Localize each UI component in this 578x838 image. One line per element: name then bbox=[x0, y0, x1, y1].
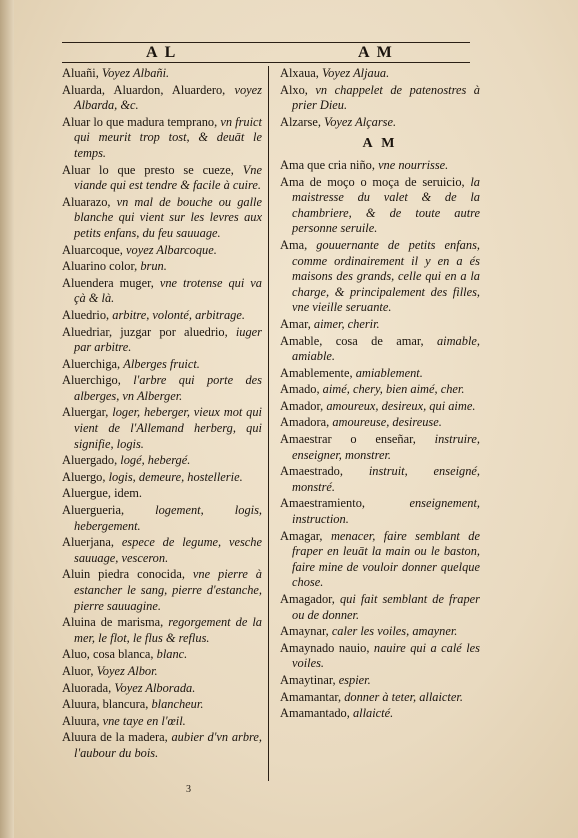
dictionary-entry bbox=[280, 415, 480, 431]
entry-headword: Amaestrado, bbox=[280, 464, 369, 479]
entry-headword: Amaynar, bbox=[280, 624, 332, 639]
entry-definition: vn fruict qui meurit trop tost, & deuāt le temps. bbox=[74, 114, 262, 160]
entry-headword: Aluarcoque, bbox=[62, 242, 126, 257]
dictionary-entry bbox=[280, 673, 480, 689]
entry-headword: Amado, bbox=[280, 382, 323, 397]
entry-definition: aimable, amiable. bbox=[292, 333, 480, 364]
dictionary-entry bbox=[62, 195, 262, 242]
entry-definition: amoureux, desireux, qui aime. bbox=[326, 398, 476, 413]
dictionary-entry bbox=[280, 238, 480, 316]
dictionary-entry bbox=[280, 66, 480, 82]
dictionary-entry bbox=[280, 115, 480, 131]
entry-definition: nauire qui a calé les voiles. bbox=[292, 640, 480, 671]
entry-headword: Aluor, bbox=[62, 663, 97, 678]
entry-headword: Aluendera muger, bbox=[62, 275, 160, 290]
dictionary-entry bbox=[62, 115, 262, 162]
dictionary-entry bbox=[62, 163, 262, 194]
dictionary-entry bbox=[62, 647, 262, 663]
entry-definition: regorgement de la mer, le flot, le flus & reflus. bbox=[74, 615, 262, 645]
entry-definition: vne nourrisse. bbox=[378, 157, 449, 172]
entry-headword: Aluañi, bbox=[62, 66, 102, 80]
right-column bbox=[280, 66, 480, 723]
entry-headword: Aluergado, bbox=[62, 453, 121, 468]
entry-definition: caler les voiles, amayner. bbox=[331, 624, 458, 639]
header-rule-bottom bbox=[62, 62, 470, 63]
entry-headword: Alxaua, bbox=[280, 66, 322, 80]
entry-headword: Ama que cria niño, bbox=[280, 157, 379, 172]
dictionary-entry bbox=[62, 405, 262, 452]
entry-definition: arbitre, volonté, arbitrage. bbox=[112, 307, 245, 322]
dictionary-entry bbox=[62, 503, 262, 534]
entry-headword: Aluedrio, bbox=[62, 307, 113, 322]
entry-definition: enseignement, instruction. bbox=[292, 496, 480, 527]
entry-definition: aimé, chery, bien aimé, cher. bbox=[322, 382, 465, 397]
entry-definition: logé, hebergé. bbox=[120, 453, 191, 468]
dictionary-entry bbox=[280, 158, 480, 174]
entry-headword: Amablemente, bbox=[280, 365, 356, 380]
entry-headword: Aluin piedra conocida, bbox=[62, 567, 193, 582]
entry-definition: instruire, enseigner, monstrer. bbox=[292, 432, 480, 462]
entry-definition: la maistresse du valet & de la chambriere, & de toute autre personne seruile. bbox=[292, 174, 480, 236]
dictionary-entry bbox=[280, 399, 480, 415]
entry-headword: Aluerjana, bbox=[62, 535, 122, 550]
entry-headword: Aluura, blancura, bbox=[62, 697, 152, 712]
entry-headword: Ama de moço o moça de seruicio, bbox=[280, 174, 471, 189]
dictionary-entry bbox=[62, 730, 262, 761]
entry-headword: Aluerchiga, bbox=[62, 356, 124, 371]
entry-definition: amiablement. bbox=[355, 365, 423, 380]
entry-definition: instruit, enseigné, monstré. bbox=[292, 464, 481, 494]
entry-definition: blancheur. bbox=[151, 697, 204, 712]
dictionary-entry bbox=[280, 366, 480, 382]
entry-headword: Aluura de la madera, bbox=[62, 730, 172, 745]
entry-headword: Amaestramiento, bbox=[280, 496, 410, 511]
entry-definition: loger, heberger, vieux mot qui vient de l'Allemand herberg, qui signifie, logis. bbox=[74, 405, 262, 451]
dictionary-entry bbox=[62, 453, 262, 469]
header-rule-top bbox=[62, 42, 470, 43]
dictionary-entry bbox=[62, 83, 262, 114]
entry-headword: Aluarino color, bbox=[62, 259, 141, 274]
entry-definition: aubier d'vn arbre, l'aubour du bois. bbox=[74, 730, 262, 760]
dictionary-entry bbox=[280, 592, 480, 623]
dictionary-entry bbox=[62, 308, 262, 324]
dictionary-entry bbox=[280, 334, 480, 365]
entry-definition: vne trotense qui va çà & là. bbox=[74, 275, 262, 306]
entry-definition: Alberges fruict. bbox=[123, 356, 200, 371]
entry-definition: voyez Albarcoque. bbox=[126, 242, 217, 257]
entry-definition: Voyez Albañi. bbox=[101, 66, 170, 80]
entry-headword: Aluarda, Aluardon, Aluardero, bbox=[62, 82, 235, 97]
entry-headword: Amamantar, bbox=[280, 689, 345, 704]
dictionary-entry bbox=[280, 690, 480, 706]
dictionary-entry bbox=[62, 276, 262, 307]
entry-headword: Amagador, bbox=[280, 592, 340, 606]
entry-definition: Voyez Albor. bbox=[96, 663, 158, 678]
dictionary-entry bbox=[62, 66, 262, 82]
header-right-letters: A M bbox=[358, 44, 394, 61]
binding-shadow bbox=[0, 0, 14, 838]
entry-headword: Amaestrar o enseñar, bbox=[280, 432, 435, 447]
entry-definition: Vne viande qui est tendre & facile à cuire. bbox=[74, 162, 262, 193]
dictionary-entry bbox=[280, 83, 480, 114]
dictionary-entry bbox=[280, 706, 480, 722]
dictionary-entry bbox=[280, 641, 480, 672]
dictionary-entry bbox=[280, 175, 480, 237]
dictionary-entry bbox=[62, 535, 262, 566]
entry-headword: Aluorada, bbox=[62, 680, 115, 695]
dictionary-entry bbox=[62, 697, 262, 713]
entry-definition: amoureuse, desireuse. bbox=[332, 415, 442, 430]
entry-definition: vn mal de bouche ou galle blanche qui vient sur les levres aux petits enfans, du feu sauuage. bbox=[74, 194, 262, 240]
entry-definition: blanc. bbox=[156, 647, 188, 662]
entry-definition: vne taye en l'œil. bbox=[102, 713, 186, 728]
entry-headword: Amaytinar, bbox=[280, 672, 339, 687]
entry-definition: espece de legume, vesche sauuage, vesceron. bbox=[74, 535, 262, 565]
header-left-letters: A L bbox=[146, 44, 178, 61]
entry-headword: Aluarazo, bbox=[62, 194, 117, 209]
entry-headword: Aluergar, bbox=[62, 405, 113, 420]
dictionary-entry bbox=[62, 325, 262, 356]
entry-definition: Voyez Alçarse. bbox=[324, 114, 397, 129]
entry-headword: Amamantado, bbox=[280, 706, 353, 721]
entry-headword: Aluergo, bbox=[62, 469, 109, 484]
entry-headword: Aluerchigo, bbox=[62, 373, 134, 388]
page-signature: 3 bbox=[186, 784, 191, 795]
entry-headword: Amadora, bbox=[280, 415, 333, 430]
entry-definition: l'arbre qui porte des alberges, vn Alberger. bbox=[74, 373, 263, 403]
entry-headword: Aluo, cosa blanca, bbox=[62, 647, 157, 662]
entry-definition: Voyez Alborada. bbox=[114, 680, 196, 695]
right-top-entries bbox=[280, 66, 480, 130]
entry-definition: Voyez Aljaua. bbox=[321, 66, 390, 80]
entry-headword: Amable, cosa de amar, bbox=[280, 333, 437, 348]
section-heading: A M bbox=[362, 136, 398, 152]
entry-headword: Aluar lo que madura temprano, bbox=[62, 114, 221, 129]
entry-definition: espier. bbox=[338, 672, 371, 687]
entry-headword: Aluura, bbox=[62, 713, 103, 728]
entry-headword: Aluergueria, bbox=[62, 503, 156, 518]
dictionary-entry bbox=[62, 681, 262, 697]
dictionary-entry bbox=[62, 567, 262, 614]
dictionary-entry bbox=[62, 243, 262, 259]
dictionary-entry bbox=[62, 714, 262, 730]
dictionary-entry bbox=[280, 382, 480, 398]
entry-definition: aimer, cherir. bbox=[313, 316, 380, 331]
entry-definition: qui fait semblant de fraper ou de donner. bbox=[292, 592, 480, 622]
entry-headword: Aluedriar, juzgar por aluedrio, bbox=[62, 324, 236, 339]
column-divider bbox=[268, 66, 269, 781]
entry-headword: Amagar, bbox=[280, 528, 331, 543]
entry-headword: Aluergue, idem. bbox=[62, 486, 142, 501]
right-main-entries bbox=[280, 158, 480, 722]
entry-headword: Ama, bbox=[280, 237, 317, 252]
entry-headword: Alxo, bbox=[280, 82, 316, 97]
dictionary-entry bbox=[280, 317, 480, 333]
entry-headword: Aluina de marisma, bbox=[62, 615, 169, 630]
entry-definition: vne pierre à estancher le sang, pierre d'estanche, pierre sauuagine. bbox=[74, 567, 262, 613]
entry-definition: gouuernante de petits enfans, comme ordinairement il y en a és maisons des grands, celle qui en a la charge, & principalement des filles, vne vieille seruante. bbox=[292, 237, 480, 315]
entry-definition: menacer, faire semblant de fraper en leuāt la main ou le baston, faire mine de vouloir donner quelque chose. bbox=[292, 528, 480, 590]
entry-definition: iuger par arbitre. bbox=[74, 324, 262, 355]
dictionary-entry bbox=[62, 664, 262, 680]
entry-definition: brun. bbox=[140, 259, 167, 274]
left-column bbox=[62, 66, 262, 763]
running-header bbox=[62, 40, 470, 64]
entry-definition: donner à teter, allaicter. bbox=[344, 689, 463, 704]
entry-headword: Amador, bbox=[280, 398, 327, 413]
entry-definition: logis, demeure, hostellerie. bbox=[108, 469, 243, 484]
dictionary-entry bbox=[280, 529, 480, 591]
entry-headword: Amaynado nauio, bbox=[280, 640, 374, 655]
dictionary-entry bbox=[62, 259, 262, 275]
dictionary-entry bbox=[62, 357, 262, 373]
entry-headword: Aluar lo que presto se cueze, bbox=[62, 162, 243, 177]
entry-definition: allaicté. bbox=[352, 706, 394, 721]
entry-definition: vn chappelet de patenostres à prier Dieu. bbox=[292, 82, 480, 113]
dictionary-entry bbox=[62, 373, 262, 404]
dictionary-entry bbox=[280, 432, 480, 463]
dictionary-entry bbox=[62, 486, 262, 502]
dictionary-entry bbox=[62, 615, 262, 646]
entry-definition: voyez Albarda, &c. bbox=[74, 82, 262, 113]
entry-headword: Amar, bbox=[280, 316, 314, 331]
entry-definition: logement, logis, hebergement. bbox=[74, 503, 262, 533]
dictionary-entry bbox=[280, 464, 480, 495]
entry-headword: Alzarse, bbox=[280, 114, 325, 129]
dictionary-entry bbox=[280, 496, 480, 527]
dictionary-entry bbox=[62, 470, 262, 486]
dictionary-entry bbox=[280, 624, 480, 640]
